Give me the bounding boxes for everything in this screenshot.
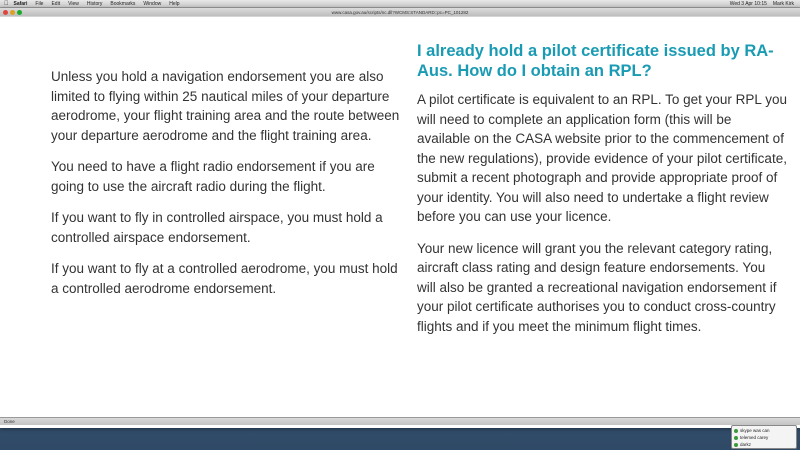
notification-item[interactable] bbox=[734, 427, 794, 434]
menu-bar bbox=[0, 0, 800, 8]
menu-item-view[interactable]: View bbox=[63, 0, 75, 7]
left-column bbox=[51, 67, 401, 310]
menu-item-edit[interactable]: Edit bbox=[46, 0, 56, 7]
right-paragraph-2: Your new licence will grant you the relevant category rating, aircraft class rating and design feature endorsements. You will also be granted a recreational navigation endorsement if your pilot certificate authorises you to conduct cross-country flights and if you meet the minimum flight times. bbox=[417, 240, 777, 334]
status-dot-icon bbox=[734, 429, 738, 433]
menu-item-file[interactable]: File bbox=[30, 0, 39, 7]
menu-item-history[interactable]: History bbox=[82, 0, 98, 7]
notification-item[interactable] bbox=[734, 434, 794, 441]
notification-item[interactable] bbox=[734, 441, 794, 448]
left-paragraph-2: You need to have a flight radio endorsement if you are going to use the aircraft radio during the flight. bbox=[51, 159, 375, 194]
notification-item-label: skype was can bbox=[740, 428, 770, 433]
menu-item-help[interactable]: Help bbox=[164, 0, 176, 7]
right-paragraph-1: A pilot certificate is equivalent to an RPL. To get your RPL you will need to complete an application form (this will be available on the CASA website prior to the commencement of the new regulations), provide evidence of your pilot certificate, submit a recent photograph and provide appropriate proof of your identity. You will also need to undertake a flight review before you can use your licence. bbox=[417, 92, 787, 224]
right-column bbox=[417, 41, 787, 348]
zoom-window-button[interactable] bbox=[17, 10, 22, 15]
minimize-window-button[interactable] bbox=[10, 10, 15, 15]
menubar-user[interactable]: Mark Kirk bbox=[772, 1, 794, 7]
menu-item-bookmarks[interactable]: Bookmarks bbox=[105, 0, 131, 7]
section-heading: I already hold a pilot certificate issued by RA-Aus. How do I obtain an RPL? bbox=[417, 42, 774, 80]
close-window-button[interactable] bbox=[3, 10, 8, 15]
status-text: Done bbox=[4, 419, 15, 424]
menubar-clock[interactable]: Wed 3 Apr 10:15 bbox=[729, 1, 767, 7]
status-bar bbox=[0, 417, 800, 425]
menu-app[interactable]: Safari bbox=[9, 0, 23, 7]
pdf-content bbox=[0, 17, 800, 417]
window-title: www.casa.gov.au/scripts/nc.dll?WCMS:STANDARD::pc=PC_101282 bbox=[331, 9, 469, 15]
notification-item-label: telemed carey bbox=[740, 435, 769, 440]
window-controls bbox=[3, 10, 22, 15]
window-titlebar bbox=[0, 8, 800, 16]
notification-item-label: darkz bbox=[740, 442, 752, 447]
status-dot-icon bbox=[734, 443, 738, 447]
apple-icon[interactable] bbox=[4, 1, 9, 7]
left-paragraph-3: If you want to fly in controlled airspace, you must hold a controlled airspace endorsement. bbox=[51, 210, 383, 245]
left-paragraph-1: Unless you hold a navigation endorsement you are also limited to flying within 25 nautical miles of your departure aerodrome, your flight training area and the route between your departure aerodrome and the flight training area. bbox=[51, 69, 400, 143]
notification-popup[interactable] bbox=[731, 425, 797, 449]
status-dot-icon bbox=[734, 436, 738, 440]
menu-item-window[interactable]: Window bbox=[138, 0, 157, 7]
left-paragraph-4: If you want to fly at a controlled aerodrome, you must hold a controlled aerodrome endorsement. bbox=[51, 261, 398, 296]
